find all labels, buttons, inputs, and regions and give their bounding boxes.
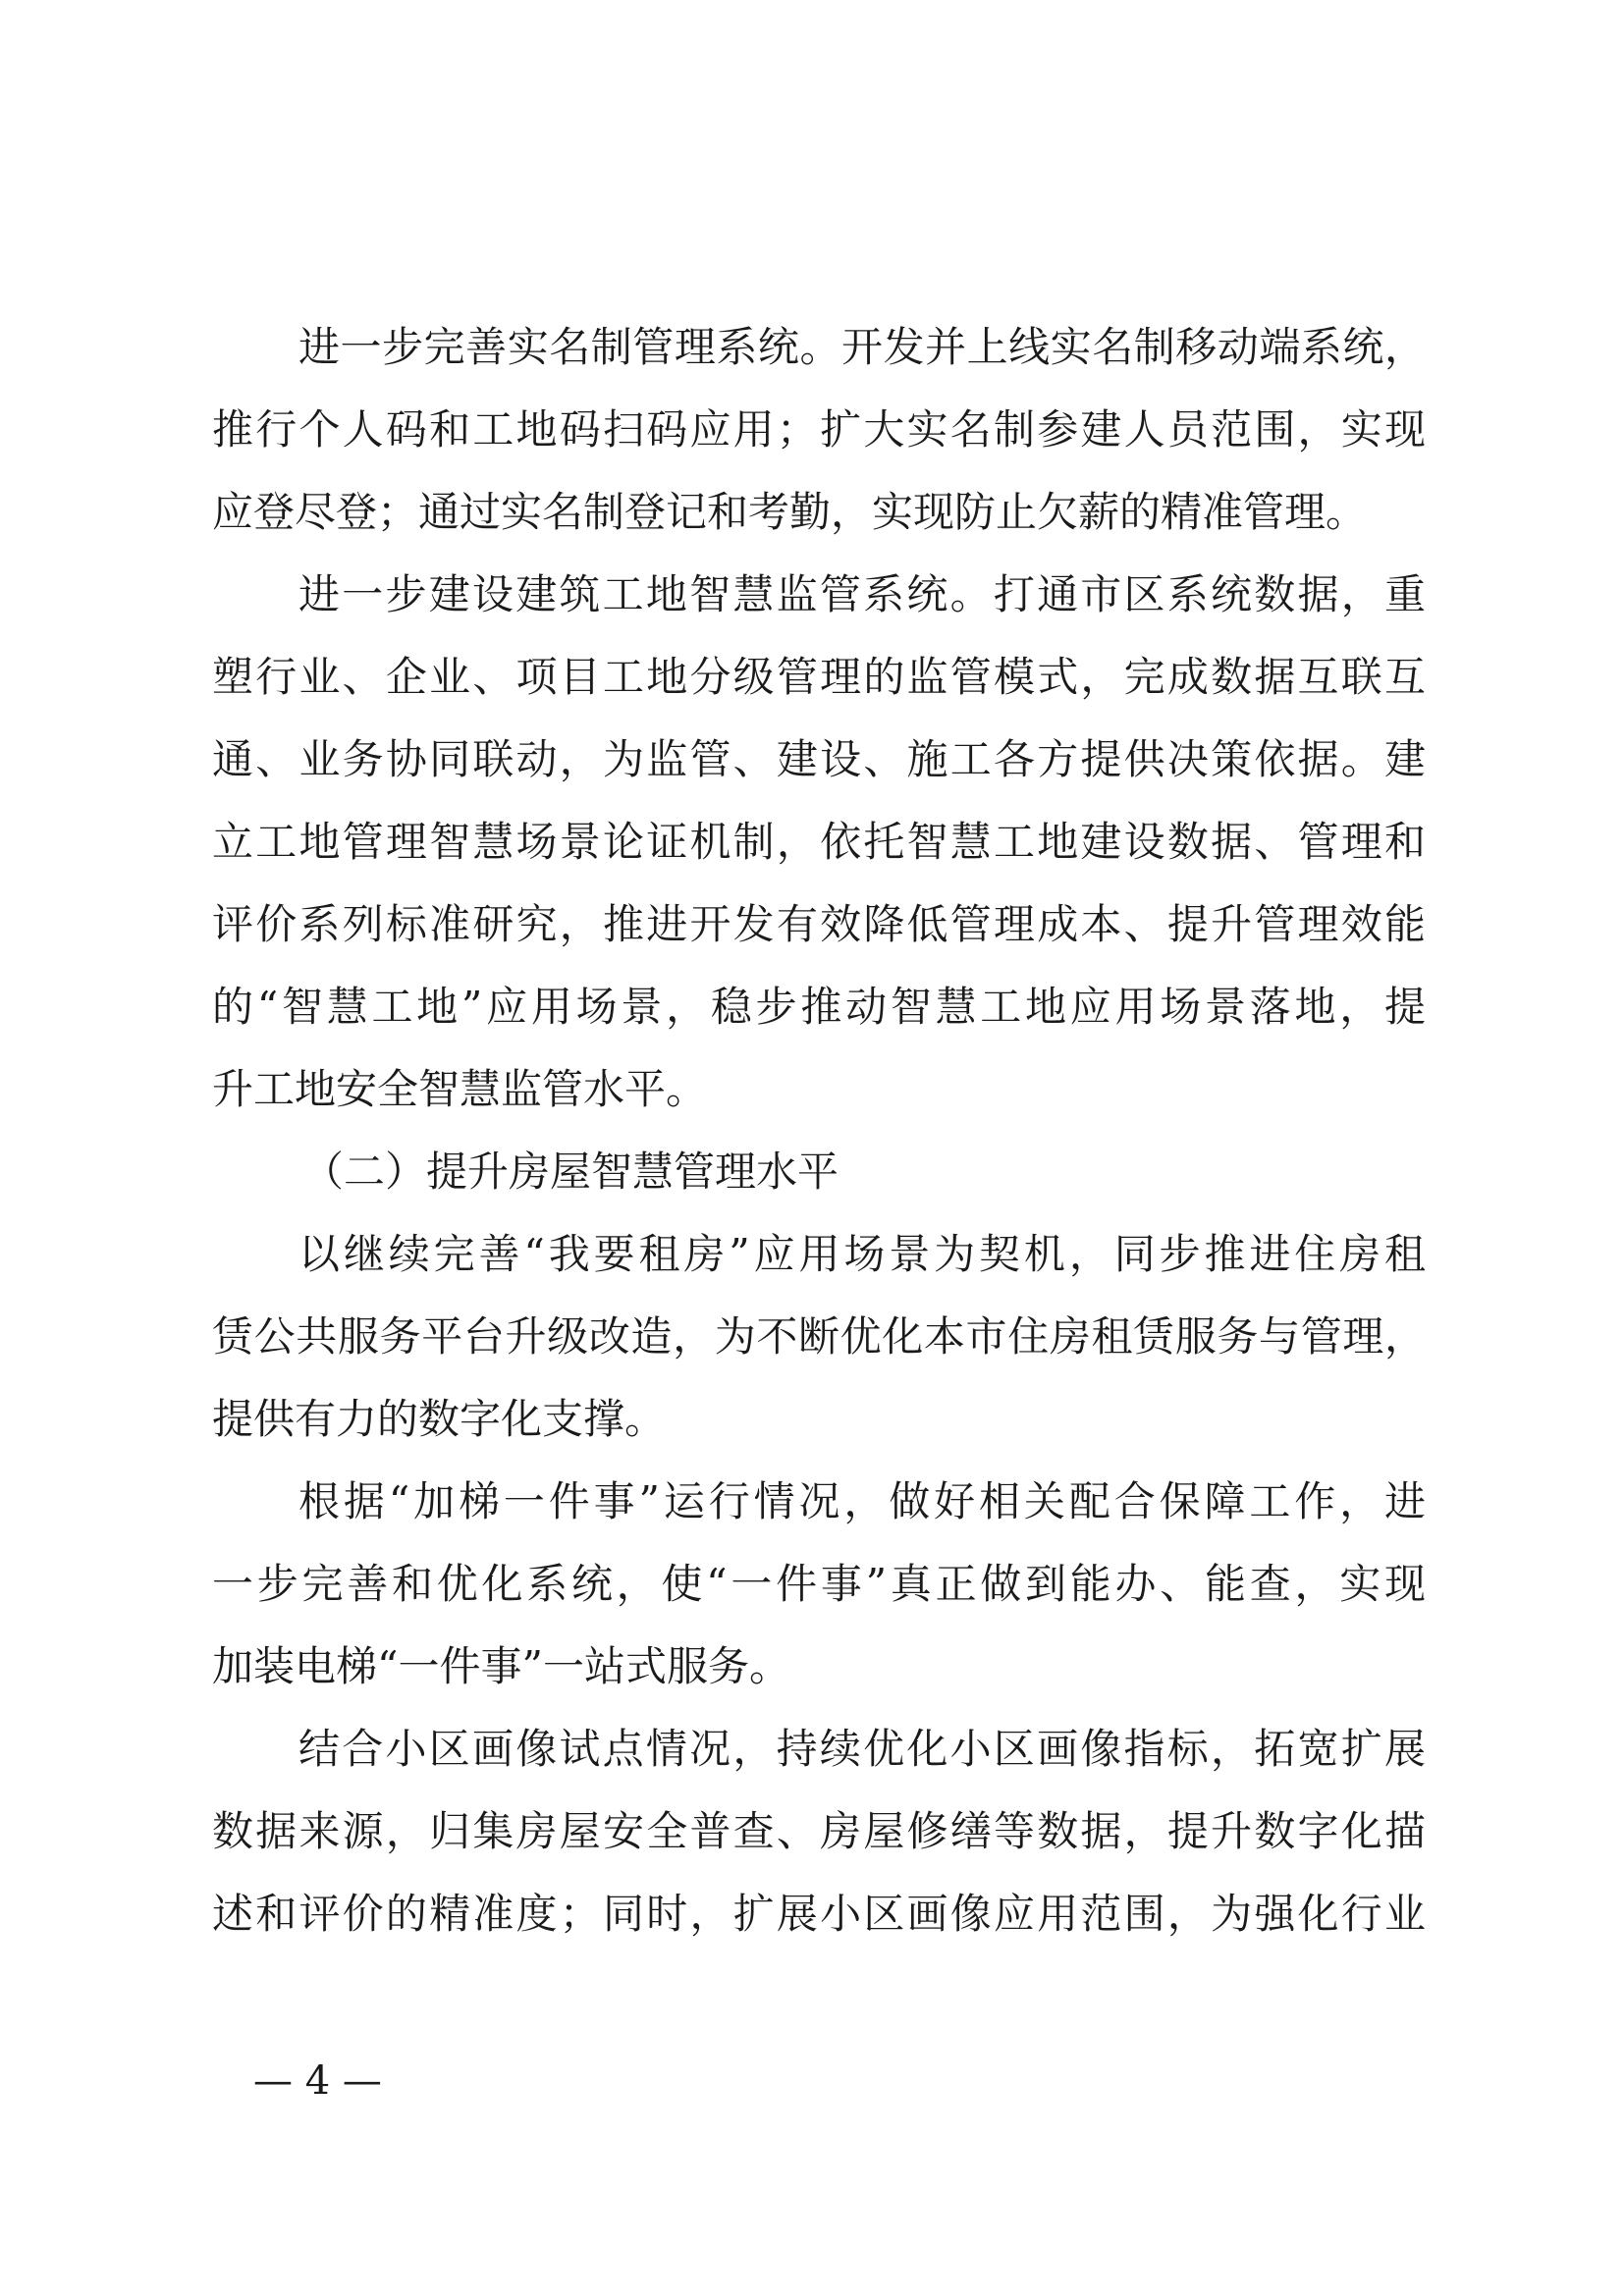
- paragraph-line: 立工地管理智慧场景论证机制，依托智慧工地建设数据、管理和: [212, 818, 1426, 866]
- paragraph-smart-site-supervision: [212, 554, 1426, 1131]
- paragraph-line: 的“智慧工地”应用场景，稳步推动智慧工地应用场景落地，提: [212, 983, 1426, 1031]
- page-number: — 4 —: [253, 2058, 382, 2104]
- paragraph-line: 根据“加梯一件事”运行情况，做好相关配合保障工作，进: [298, 1477, 1426, 1525]
- paragraph-line: 推行个人码和工地码扫码应用；扩大实名制参建人员范围，实现: [212, 405, 1426, 454]
- document-body: [212, 306, 1426, 1955]
- paragraph-line: 赁公共服务平台升级改造，为不断优化本市住房租赁服务与管理，: [212, 1312, 1426, 1361]
- paragraph-rental-platform: [212, 1213, 1426, 1461]
- paragraph-line: 提供有力的数字化支撑。: [212, 1395, 667, 1443]
- paragraph-line: 述和评价的精准度；同时，扩展小区画像应用范围，为强化行业: [212, 1890, 1426, 1938]
- paragraph-line: 评价系列标准研究，推进开发有效降低管理成本、提升管理效能: [212, 900, 1426, 948]
- paragraph-line: 通、业务协同联动，为监管、建设、施工各方提供决策依据。建: [212, 735, 1426, 783]
- paragraph-line: 数据来源，归集房屋安全普查、房屋修缮等数据，提升数字化描: [212, 1807, 1426, 1855]
- paragraph-line: 加装电梯“一件事”一站式服务。: [212, 1642, 790, 1690]
- paragraph-community-profile: [212, 1708, 1426, 1955]
- paragraph-line: 一步完善和优化系统，使“一件事”真正做到能办、能查，实现: [212, 1560, 1426, 1608]
- paragraph-real-name-system: [212, 306, 1426, 554]
- paragraph-line: 进一步建设建筑工地智慧监管系统。打通市区系统数据，重: [298, 570, 1426, 618]
- paragraph-line: 结合小区画像试点情况，持续优化小区画像指标，拓宽扩展: [298, 1725, 1426, 1773]
- paragraph-line: 塑行业、企业、项目工地分级管理的监管模式，完成数据互联互: [212, 653, 1426, 701]
- paragraph-line: 升工地安全智慧监管水平。: [212, 1065, 708, 1113]
- paragraph-line: 进一步完善实名制管理系统。开发并上线实名制移动端系统，: [298, 323, 1426, 371]
- paragraph-elevator-service: [212, 1461, 1426, 1708]
- paragraph-line: 以继续完善“我要租房”应用场景为契机，同步推进住房租: [298, 1230, 1426, 1278]
- section-heading: （二）提升房屋智慧管理水平: [302, 1148, 839, 1196]
- paragraph-line: 应登尽登；通过实名制登记和考勤，实现防止欠薪的精准管理。: [212, 488, 1368, 536]
